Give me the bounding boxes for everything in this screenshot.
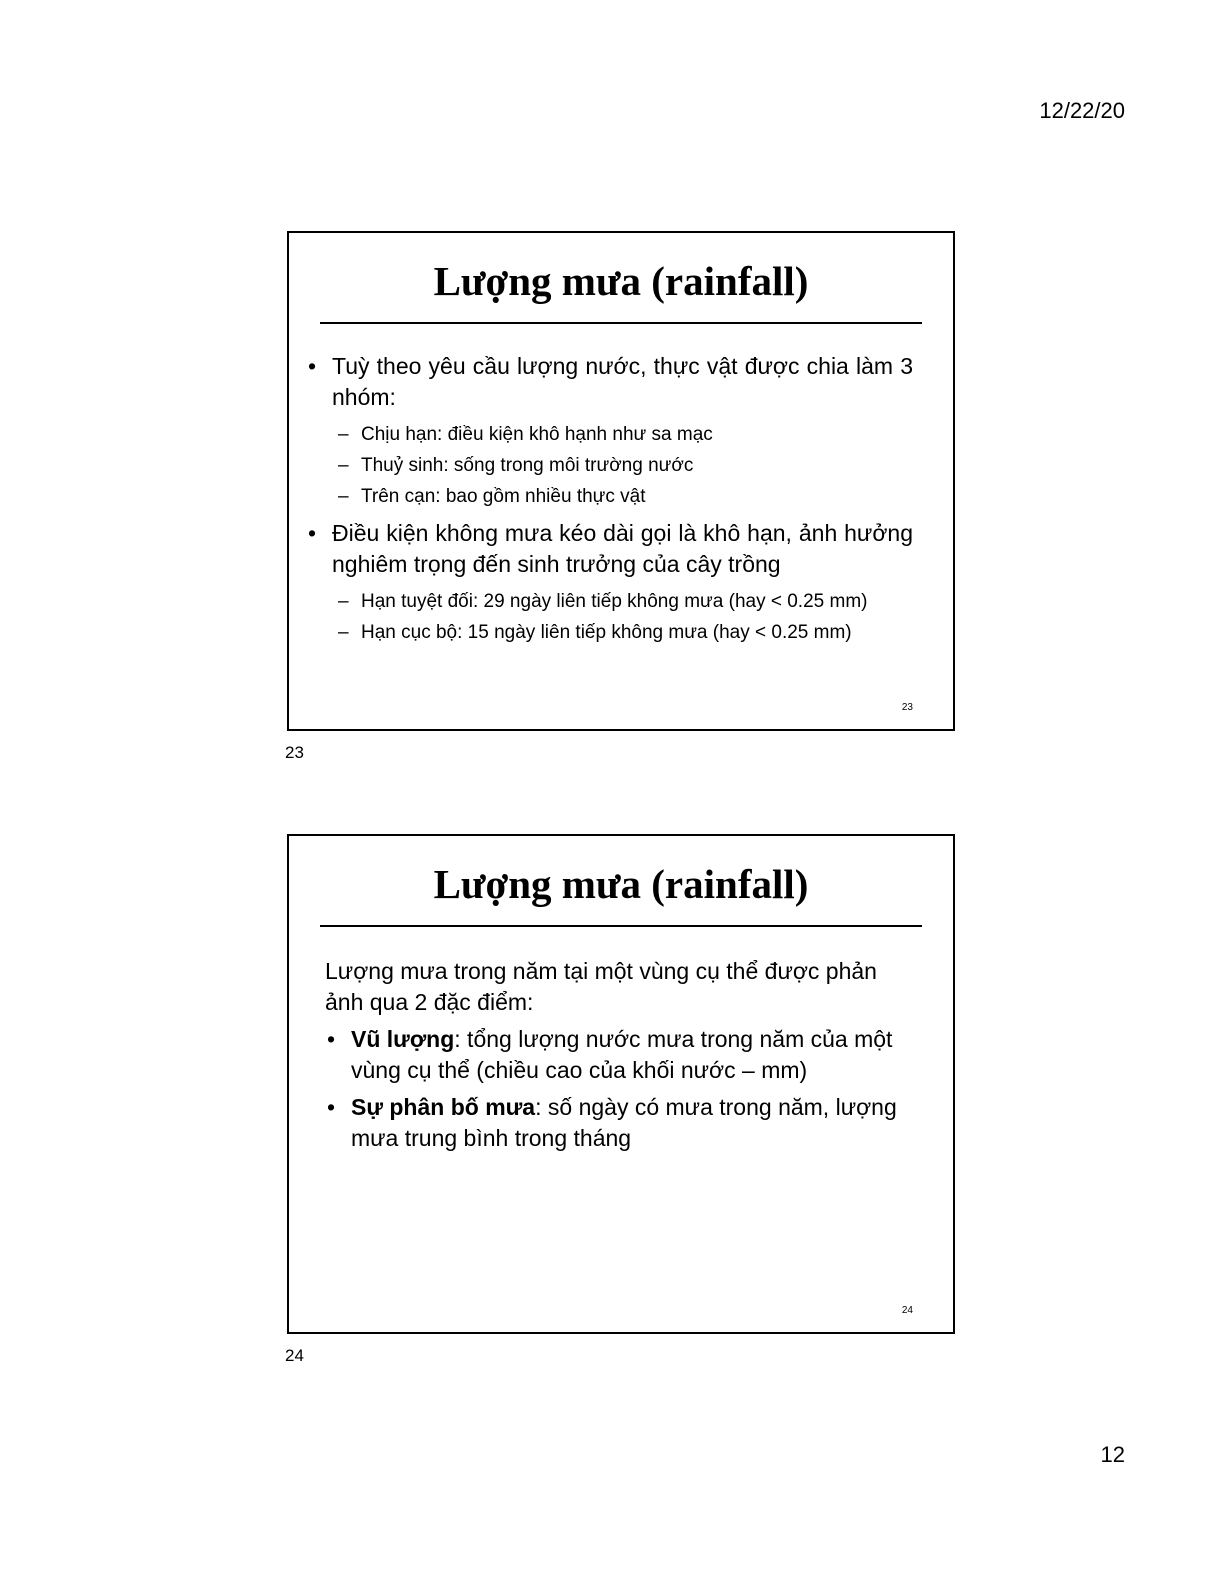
title-divider (320, 925, 922, 927)
slide-23 (287, 231, 955, 731)
slide-24 (287, 834, 955, 1334)
bullet-item (325, 1092, 913, 1154)
slide-title: Lượng mưa (rainfall) (433, 861, 809, 907)
slide-number: 24 (901, 1305, 913, 1316)
sub-bullet-item: – Trên cạn: bao gồm nhiều thực vật (306, 486, 913, 508)
page-number: 12 (1100, 1442, 1125, 1467)
sub-bullet-item: – Hạn tuyệt đối: 29 ngày liên tiếp không mưa (hay < 0.25 mm) (306, 591, 913, 613)
page-date: 12/22/20 (1039, 98, 1125, 123)
slide-label-number: 23 (285, 743, 304, 762)
bullet-term: Sự phân bố mưa (351, 1094, 536, 1120)
slide-title: Lượng mưa (rainfall) (433, 258, 809, 304)
intro-paragraph: Lượng mưa trong năm tại một vùng cụ thể được phản ảnh qua 2 đặc điểm: (325, 958, 877, 1015)
sub-bullet-item: – Chịu hạn: điều kiện khô hạnh như sa mạc (306, 424, 913, 446)
bullet-term: Vũ lượng (351, 1026, 455, 1052)
slide-content (306, 351, 913, 644)
bullet-text: : số ngày có mưa trong năm, lượng mưa trung bình trong tháng (351, 1094, 897, 1151)
bullet-item: • Điều kiện không mưa kéo dài gọi là khô hạn, ảnh hưởng nghiêm trọng đến sinh trưởng của cây trồng (306, 518, 913, 580)
title-divider (320, 322, 922, 324)
bullet-text: : tổng lượng nước mưa trong năm của một vùng cụ thể (chiều cao của khối nước – mm) (351, 1026, 893, 1083)
sub-bullet-item: – Thuỷ sinh: sống trong môi trường nước (306, 455, 913, 477)
slide-number: 23 (901, 702, 913, 713)
bullet-item: • Tuỳ theo yêu cầu lượng nước, thực vật được chia làm 3 nhóm: (306, 351, 913, 413)
slide-content (325, 956, 913, 1154)
bullet-item (325, 1024, 913, 1086)
slide-label-number: 24 (285, 1346, 304, 1365)
sub-bullet-item: – Hạn cục bộ: 15 ngày liên tiếp không mưa (hay < 0.25 mm) (306, 622, 913, 644)
